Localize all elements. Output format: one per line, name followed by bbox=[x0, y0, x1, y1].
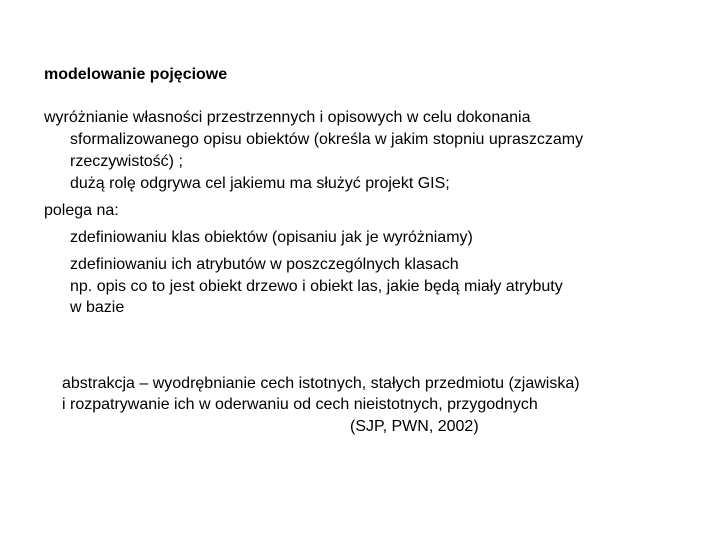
text-line: rzeczywistość) ; bbox=[70, 153, 183, 170]
text-line: wyróżnianie własności przestrzennych i opisowych w celu dokonania bbox=[44, 109, 531, 126]
text-line: w bazie bbox=[70, 299, 125, 316]
text-line: sformalizowanego opisu obiektów (określa w jakim stopniu upraszczamy bbox=[70, 131, 584, 148]
definition-line: i rozpatrywanie ich w oderwaniu od cech nieistotnych, przygodnych bbox=[62, 396, 538, 413]
definition-line: abstrakcja – wyodrębnianie cech istotnych, stałych przedmiotu (zjawiska) bbox=[62, 375, 580, 392]
text-line: np. opis co to jest obiekt drzewo i obiekt las, jakie będą miały atrybuty bbox=[70, 278, 563, 295]
text-line: dużą rolę odgrywa cel jakiemu ma służyć projekt GIS; bbox=[70, 175, 450, 192]
text-line: zdefiniowaniu klas obiektów (opisaniu jak je wyróżniamy) bbox=[70, 229, 473, 246]
text-line: polega na: bbox=[44, 202, 119, 219]
slide-title: modelowanie pojęciowe bbox=[44, 66, 228, 83]
text-line: zdefiniowaniu ich atrybutów w poszczególnych klasach bbox=[70, 256, 459, 273]
definition-source: (SJP, PWN, 2002) bbox=[350, 418, 479, 435]
